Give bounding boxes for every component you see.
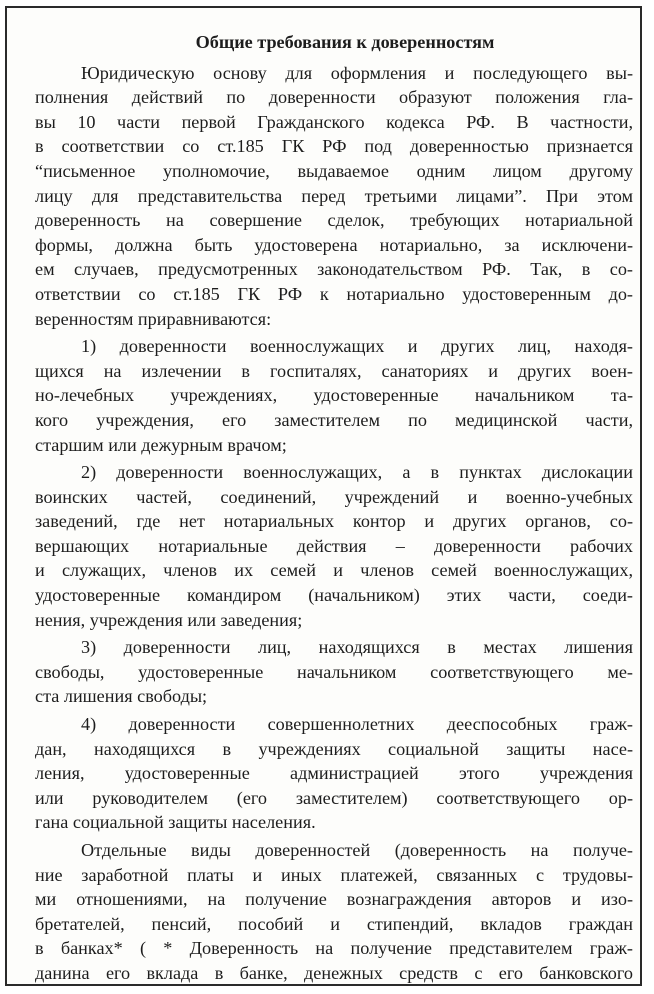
text-line: 2) доверенности военнослужащих, а в пунктах дислокации xyxy=(81,462,633,483)
document-body xyxy=(35,61,633,986)
paragraph xyxy=(35,334,633,457)
text-line: нения, учреждения или заведения; xyxy=(35,609,303,630)
text-line: ответствии со ст.185 ГК РФ к нотариально удостоверенным до- xyxy=(35,283,633,304)
text-line: заведений, где нет нотариальных контор и других органов, со- xyxy=(35,511,633,532)
paragraph xyxy=(35,61,633,332)
text-line: “письменное уполномочие, выдаваемое одним лицом другому xyxy=(35,160,633,181)
text-line: вершающих нотариальные действия – доверенности рабочих xyxy=(35,535,633,556)
text-line: ем случаев, предусмотренных законодательством РФ. Так, в со- xyxy=(35,259,633,280)
text-line: в соответствии со ст.185 ГК РФ под доверенностью признается xyxy=(35,136,633,157)
paragraph xyxy=(35,635,633,709)
text-line: вы 10 части первой Гражданского кодекса РФ. В частности, xyxy=(35,111,633,132)
text-line: данина его вклада в банке, денежных средств с его банковского xyxy=(35,962,633,983)
text-line: ста лишения свободы; xyxy=(35,686,208,707)
text-line: лицу для представительства перед третьими лицами”. При этом xyxy=(35,185,633,206)
text-line: доверенность на совершение сделок, требующих нотариальной xyxy=(35,210,633,231)
text-line: кого учреждения, его заместителем по медицинской части, xyxy=(35,409,633,430)
text-line: щихся на излечении в госпиталях, санаториях и других воен- xyxy=(35,360,633,381)
text-line: удостоверенные командиром (начальником) этих части, соеди- xyxy=(35,585,633,606)
text-line: ления, удостоверенные администрацией этого учреждения xyxy=(35,763,633,784)
page-frame xyxy=(5,6,642,986)
text-line: ми отношениями, на получение вознаграждения авторов и изо- xyxy=(35,889,633,910)
text-line: и служащих, членов их семей и членов семей военнослужащих, xyxy=(35,560,633,581)
text-line: старшим или дежурным врачом; xyxy=(35,434,287,455)
text-line: полнения действий по доверенности образуют положения гла- xyxy=(35,87,633,108)
text-line: веренностям приравниваются: xyxy=(35,308,272,329)
document-content xyxy=(35,30,633,989)
text-line: 1) доверенности военнослужащих и других лиц, находя- xyxy=(81,336,633,357)
text-line: бретателей, пенсий, пособий и стипендий, вкладов граждан xyxy=(35,913,633,934)
paragraph xyxy=(35,838,633,986)
text-line: воинских частей, соединений, учреждений и военно-учебных xyxy=(35,486,633,507)
text-line: Отдельные виды доверенностей (доверенность на получе- xyxy=(81,840,633,860)
text-line: 3) доверенности лиц, находящихся в местах лишения xyxy=(81,637,633,658)
paragraph xyxy=(35,712,633,835)
paragraph xyxy=(35,460,633,632)
text-line: гана социальной защиты населения. xyxy=(35,812,316,833)
text-line: Юридическую основу для оформления и последующего вы- xyxy=(81,62,633,83)
text-line: дан, находящихся в учреждениях социальной защиты насе- xyxy=(35,738,633,759)
document-heading: Общие требования к доверенностям xyxy=(195,32,495,52)
text-line: или руководителем (его заместителем) соответствующего ор- xyxy=(35,787,633,808)
text-line: формы, должна быть удостоверена нотариально, за исключени- xyxy=(35,234,633,255)
text-line: в банках* ( * Доверенность на получение представителем граж- xyxy=(35,938,633,959)
text-line: свободы, удостоверенные начальником соответствующего ме- xyxy=(35,661,633,682)
text-line: но-лечебных учреждениях, удостоверенные начальником та- xyxy=(35,385,633,406)
text-line: 4) доверенности совершеннолетних дееспособных граж- xyxy=(81,714,633,735)
text-line: ние заработной платы и иных платежей, связанных с трудовы- xyxy=(35,864,633,885)
